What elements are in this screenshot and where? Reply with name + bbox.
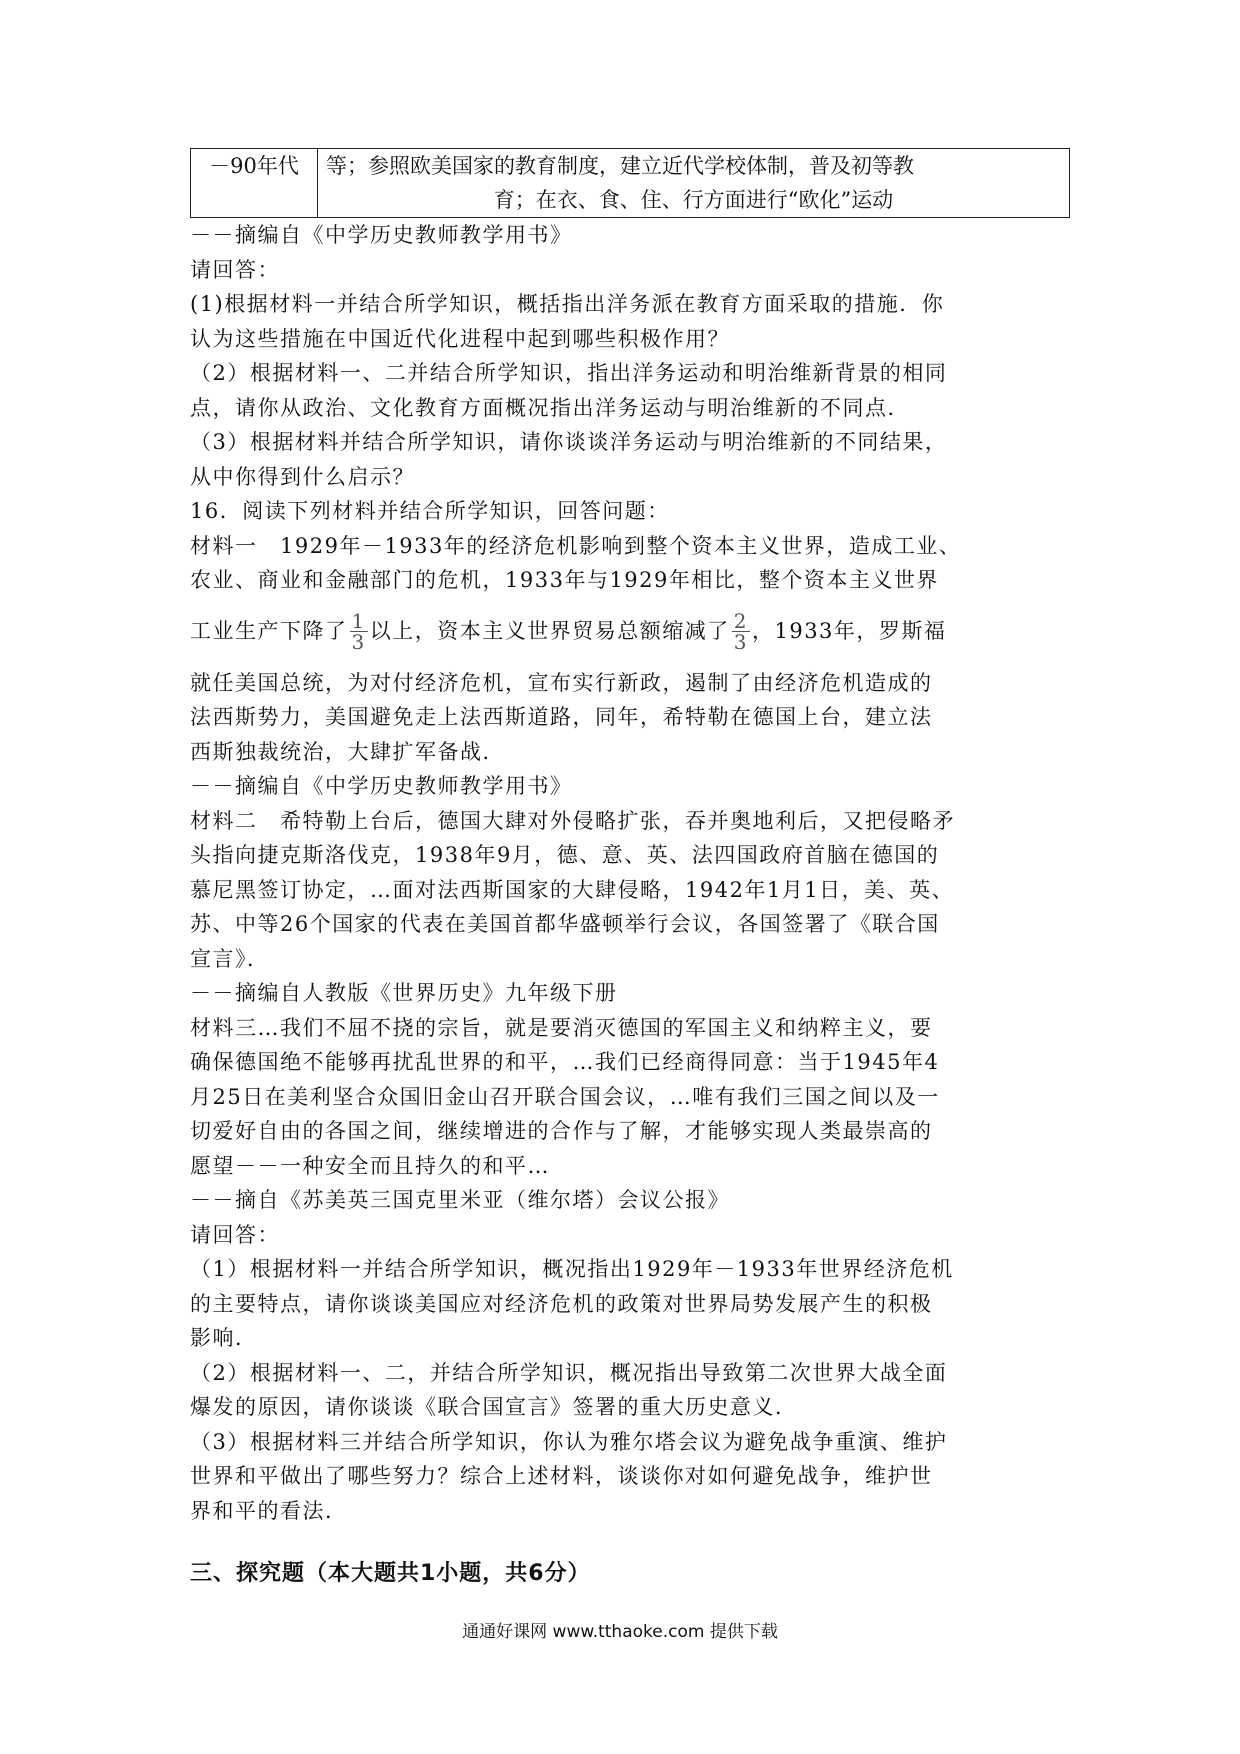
material-line: 切爱好自由的各国之间，继续增进的合作与了解，才能够实现人类最崇高的 xyxy=(190,1119,933,1143)
source-citation: －－摘编自《中学历史教师教学用书》 xyxy=(190,774,573,798)
answer-prompt: 请回答： xyxy=(190,257,280,282)
material-line: 月25日在美利坚合众国旧金山召开联合国会议，…唯有我们三国之间以及一 xyxy=(190,1084,940,1109)
material-line: 材料二 希特勒上台后，德国大肆对外侵略扩张，吞并奥地利后，又把侵略矛 xyxy=(190,808,955,833)
material-text: ，1933年，罗斯福 xyxy=(751,619,947,644)
fraction-denominator: 3 xyxy=(733,630,748,654)
source-citation: －－摘自《苏美英三国克里米亚（维尔塔）会议公报》 xyxy=(190,1188,730,1212)
sub-question-line: 爆发的原因，请你谈谈《联合国宣言》签署的重大历史意义． xyxy=(190,1395,798,1419)
sub-question-line: 认为这些措施在中国近代化进程中起到哪些积极作用？ xyxy=(190,326,730,351)
table-cell-line: 育；在衣、食、住、行方面进行“欧化”运动 xyxy=(493,188,894,212)
material-line: 愿望－－一种安全而且持久的和平… xyxy=(190,1153,550,1178)
source-citation: －－摘编自《中学历史教师教学用书》 xyxy=(190,223,573,247)
fraction-denominator: 3 xyxy=(351,630,366,654)
material-line: 材料三…我们不屈不挠的宗旨，就是要消灭德国的军国主义和纳粹主义，要 xyxy=(190,1015,933,1040)
table-row xyxy=(191,149,1070,218)
table-cell-period: －90年代 xyxy=(191,149,318,218)
sub-question-line: 世界和平做出了哪些努力？综合上述材料，谈谈你对如何避免战争，维护世 xyxy=(190,1464,933,1488)
sub-question-line: 从中你得到什么启示？ xyxy=(190,464,415,489)
page-footer: 通通好课网 www.tthaoke.com 提供下载 xyxy=(462,1622,778,1642)
material-line: 宣言》． xyxy=(190,946,270,971)
material-line: 材料一 1929年－1933年的经济危机影响到整个资本主义世界，造成工业、 xyxy=(190,533,962,558)
material-line: 确保德国绝不能够再扰乱世界的和平，…我们已经商得同意：当于1945年4 xyxy=(190,1050,940,1074)
fraction-numerator: 2 xyxy=(733,609,748,633)
material-text: 工业生产下降了 xyxy=(190,619,348,644)
sub-question-line: 点，请你从政治、文化教育方面概况指出洋务运动与明治维新的不同点． xyxy=(190,395,910,420)
question-heading: 16．阅读下列材料并结合所学知识，回答问题： xyxy=(190,499,670,523)
sub-question-line: （3）根据材料三并结合所学知识，你认为雅尔塔会议为避免战争重演、维护 xyxy=(190,1429,948,1454)
fraction-numerator: 1 xyxy=(351,609,366,633)
sub-question-line: （1）根据材料一并结合所学知识，概况指出1929年－1933年世界经济危机 xyxy=(190,1257,954,1281)
spacer xyxy=(190,1528,1070,1556)
material-line: 头指向捷克斯洛伐克，1938年9月，德、意、英、法四国政府首脑在德国的 xyxy=(190,843,940,867)
material-line: 农业、商业和金融部门的危机，1933年与1929年相比，整个资本主义世界 xyxy=(190,568,939,592)
sub-question-line: (1)根据材料一并结合所学知识，概括指出洋务派在教育方面采取的措施．你 xyxy=(190,292,945,316)
material-line: 西斯独裁统治，大肆扩军备战． xyxy=(190,739,505,764)
material-line: 慕尼黑签订协定，…面对法西斯国家的大肆侵略，1942年1月1日，美、英、 xyxy=(190,877,955,902)
comparison-table xyxy=(190,148,1070,218)
sub-question-line: 的主要特点，请你谈谈美国应对经济危机的政策对世界局势发展产生的积极 xyxy=(190,1291,933,1316)
source-citation: －－摘编自人教版《世界历史》九年级下册 xyxy=(190,981,618,1005)
sub-question-line: （3）根据材料并结合所学知识，请你谈谈洋务运动与明治维新的不同结果， xyxy=(190,430,948,454)
sub-question-line: （2）根据材料一、二并结合所学知识，指出洋务运动和明治维新背景的相同 xyxy=(190,361,948,385)
material-line-with-fractions xyxy=(190,598,1070,666)
page-content xyxy=(190,148,1070,1587)
section-heading: 三、探究题（本大题共1小题，共6分） xyxy=(190,1561,591,1586)
answer-prompt: 请回答： xyxy=(190,1222,280,1247)
fraction-two-thirds xyxy=(732,611,750,652)
material-line: 法西斯势力，美国避免走上法西斯道路，同年，希特勒在德国上台，建立法 xyxy=(190,705,933,729)
material-text: 以上，资本主义世界贸易总额缩减了 xyxy=(369,619,730,644)
sub-question-line: 界和平的看法． xyxy=(190,1498,348,1523)
table-cell-line: 等；参照欧美国家的教育制度，建立近代学校体制，普及初等教 xyxy=(326,154,914,178)
fraction-one-third xyxy=(350,611,368,652)
table-cell-content xyxy=(318,149,1070,218)
sub-question-line: 影响． xyxy=(190,1326,258,1350)
material-line: 苏、中等26个国家的代表在美国首都华盛顿举行会议，各国签署了《联合国 xyxy=(190,912,940,936)
sub-question-line: （2）根据材料一、二，并结合所学知识，概况指出导致第二次世界大战全面 xyxy=(190,1360,948,1385)
material-line: 就任美国总统，为对付经济危机，宣布实行新政，遏制了由经济危机造成的 xyxy=(190,670,933,695)
